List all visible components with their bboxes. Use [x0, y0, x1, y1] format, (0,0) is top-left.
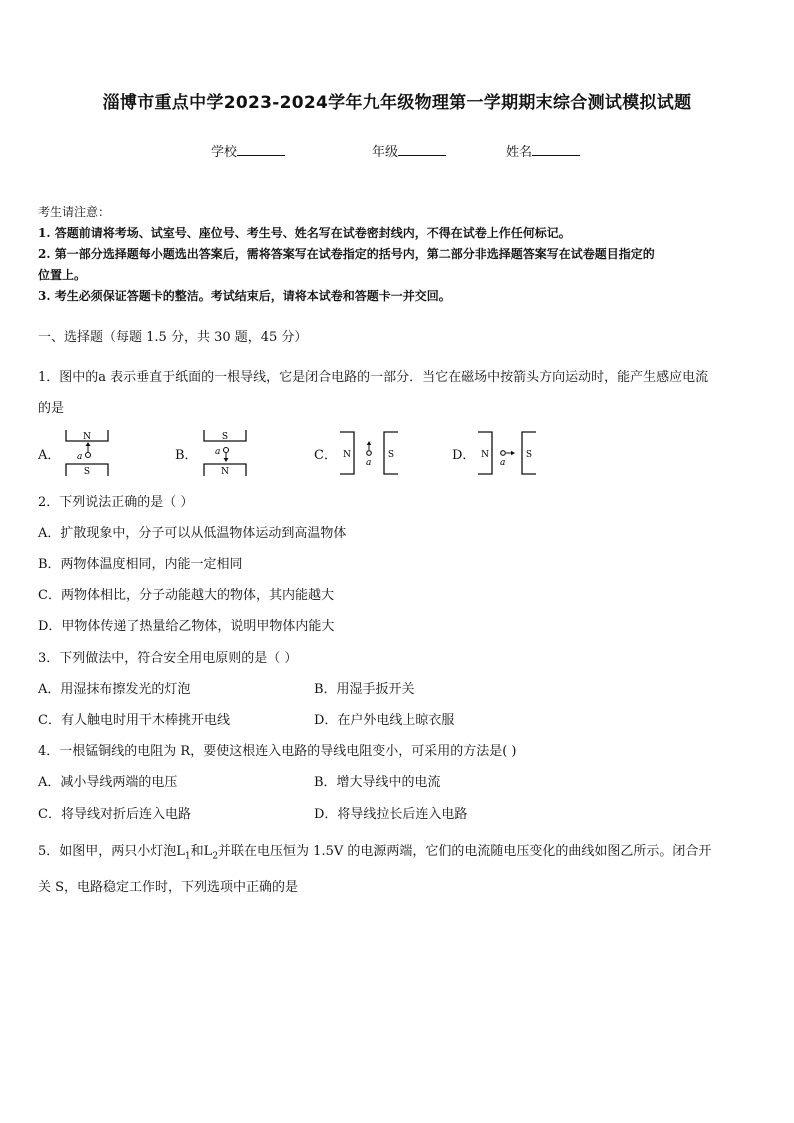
lamp-l2: $L_2$: [203, 844, 219, 862]
school-field: [211, 141, 285, 160]
arrow-down-icon: [224, 458, 229, 462]
page-title: 淄博市重点中学2023-2024学年九年级物理第一学期期末综合测试模拟试题: [102, 93, 692, 113]
q1-stem: 1．图中的a 表示垂直于纸面的一根导线，它是闭合电路的一部分．当它在磁场中按箭头方向运动时，能产生感应电流: [38, 370, 709, 385]
lamp-l1: $L_1$: [176, 844, 191, 862]
name-field: [506, 141, 580, 160]
notes-heading: 考生请注意：: [38, 205, 111, 219]
grade-blank: [398, 143, 446, 156]
school-label: 学校: [211, 145, 238, 160]
note-item: 2. 第一部分选择题每小题选出答案后，需将答案写在试卷指定的括号内，第二部分非选择题答案写在试卷题目指定的: [38, 247, 655, 261]
pole-n-label: N: [83, 432, 91, 442]
q1-option-a-label: A．: [38, 448, 61, 463]
wire-label: a: [500, 458, 506, 468]
school-blank: [237, 143, 285, 156]
q4-stem: 4．一根锰铜线的电阻为 R，要使这根连入电路的导线电阻变小，可采用的方法是( ): [38, 744, 517, 759]
q4-option-d: D．将导线拉长后连入电路: [314, 807, 468, 822]
q1-option-c-label: C．: [314, 448, 337, 463]
note-item: 位置上。: [38, 268, 87, 282]
q1-option-a-diagram: [62, 428, 112, 478]
q2-option-b: B．两物体温度相同，内能一定相同: [38, 557, 243, 572]
section-heading: 一、选择题（每题 1.5 分，共 30 题，45 分）: [38, 330, 308, 345]
q3-option-b: B．用湿手扳开关: [314, 682, 415, 697]
grade-label: 年级: [372, 145, 399, 160]
q2-option-d: D．甲物体传递了热量给乙物体，说明甲物体内能大: [38, 619, 335, 634]
wire-label: a: [77, 452, 83, 462]
q1-option-b-label: B．: [175, 448, 198, 463]
arrow-right-icon: [511, 451, 515, 455]
q3-stem: 3．下列做法中，符合安全用电原则的是（ ）: [38, 651, 298, 666]
q3-option-c: C．有人触电时用干木棒挑开电线: [38, 713, 230, 728]
pole-s-label: S: [221, 432, 229, 442]
wire-icon: [224, 448, 229, 453]
name-label: 姓名: [506, 145, 533, 160]
q1-option-d-diagram: [476, 430, 538, 476]
pole-n-label: N: [343, 450, 351, 460]
wire-icon: [367, 451, 372, 456]
wire-label: a: [215, 447, 221, 457]
q1-option-b-diagram: [200, 428, 250, 478]
q2-option-a: A．扩散现象中，分子可以从低温物体运动到高温物体: [38, 526, 347, 541]
wire-label: a: [366, 458, 372, 468]
q4-option-c: C．将导线对折后连入电路: [38, 807, 191, 822]
q3-option-d: D．在户外电线上晾衣服: [314, 713, 455, 728]
q3-option-a: A．用湿抹布擦发光的灯泡: [38, 682, 191, 697]
q1-option-d-label: D．: [452, 448, 476, 463]
grade-field: [372, 141, 446, 160]
q1-stem-line2: 的是: [38, 401, 65, 416]
pole-n-label: N: [481, 450, 489, 460]
q2-stem: 2．下列说法正确的是（ ）: [38, 495, 194, 510]
q2-option-c: C．两物体相比，分子动能越大的物体，其内能越大: [38, 588, 334, 603]
note-item: 1. 答题前请将考场、试室号、座位号、考生号、姓名写在试卷密封线内，不得在试卷上作任何标记。: [38, 226, 571, 240]
name-blank: [532, 143, 580, 156]
pole-n-label: N: [221, 467, 229, 477]
q5-stem-line2: 关 S，电路稳定工作时，下列选项中正确的是: [38, 880, 299, 895]
note-item: 3. 考生必须保证答题卡的整洁。考试结束后，请将本试卷和答题卡一并交回。: [38, 289, 451, 303]
q4-option-b: B．增大导线中的电流: [314, 775, 441, 790]
arrow-up-icon: [86, 442, 91, 446]
q5-stem: 5．如图甲，两只小灯泡$L_1$和$L_2$并联在电压恒为 1.5V 的电源两端，它们的电流随电压变化的曲线如图乙所示。闭合开: [38, 844, 712, 862]
pole-s-label: S: [83, 467, 91, 477]
wire-icon: [501, 451, 506, 456]
q1-option-c-diagram: [338, 430, 400, 476]
wire-icon: [86, 453, 91, 458]
arrow-up-icon: [367, 441, 371, 445]
pole-s-label: S: [525, 450, 533, 460]
q4-option-a: A．减小导线两端的电压: [38, 775, 178, 790]
pole-s-label: S: [387, 450, 395, 460]
